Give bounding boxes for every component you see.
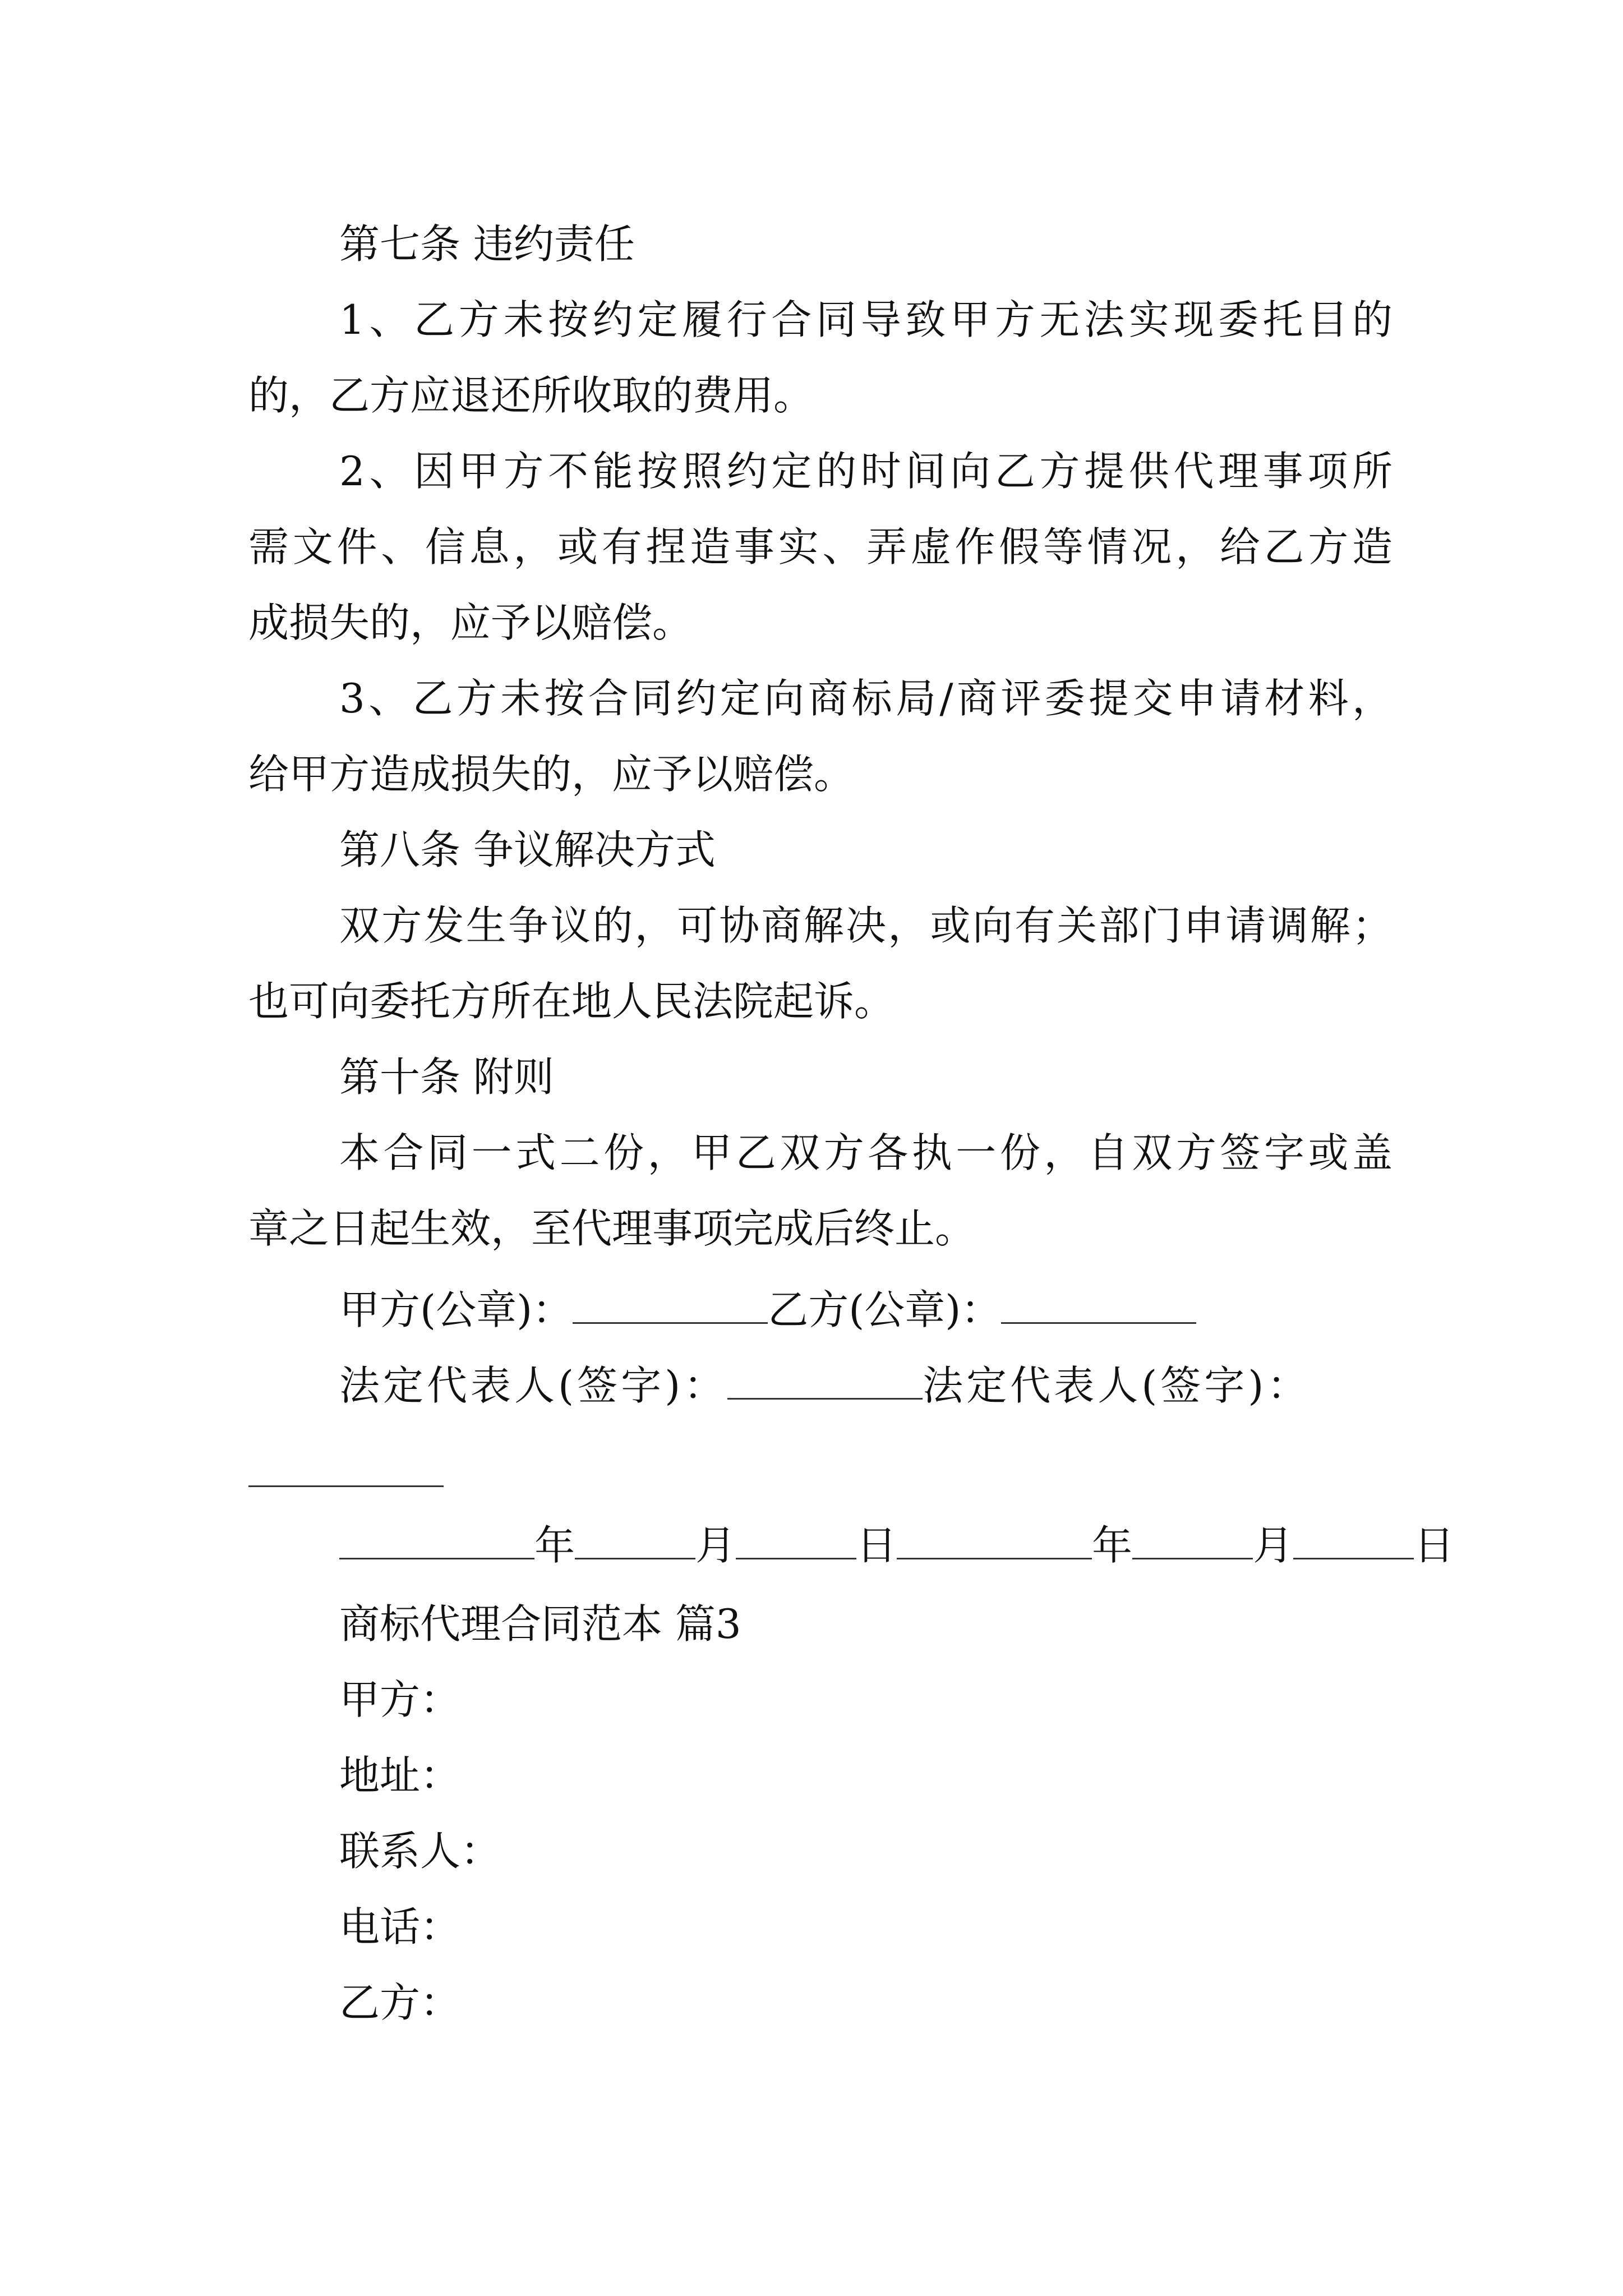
legal-rep-a-blank bbox=[727, 1365, 923, 1400]
year-a-label: 年 bbox=[534, 1522, 575, 1569]
contact-field-label: 联系人： bbox=[339, 1828, 501, 1875]
phone-field-label: 电话： bbox=[339, 1903, 461, 1950]
party-b-seal-blank bbox=[1001, 1290, 1196, 1324]
section-3-title: 商标代理合同范本 篇3 bbox=[339, 1600, 741, 1648]
year-b-label: 年 bbox=[1092, 1522, 1133, 1569]
year-b-blank bbox=[897, 1525, 1092, 1559]
day-b-label: 日 bbox=[1414, 1522, 1455, 1569]
month-a-blank bbox=[575, 1525, 695, 1559]
article-7-clause-2-line-1: 2、因甲方不能按照约定的时间向乙方提供代理事项所 bbox=[339, 448, 1393, 495]
article-8-body-line-2: 也可向委托方所在地人民法院起诉。 bbox=[248, 978, 895, 1025]
legal-rep-a-label: 法定代表人(签字)： bbox=[339, 1362, 728, 1409]
day-a-blank bbox=[736, 1525, 856, 1559]
article-10-body-line-1: 本合同一式二份，甲乙双方各执一份，自双方签字或盖 bbox=[339, 1129, 1393, 1176]
article-7-clause-2-line-3: 成损失的，应予以赔偿。 bbox=[248, 599, 693, 646]
article-7-heading: 第七条 违约责任 bbox=[339, 220, 635, 268]
legal-rep-b-label: 法定代表人(签字)： bbox=[923, 1362, 1311, 1409]
party-a-seal-blank bbox=[573, 1290, 768, 1324]
article-7-clause-2-line-2: 需文件、信息，或有捏造事实、弄虚作假等情况，给乙方造 bbox=[248, 523, 1393, 570]
legal-rep-row bbox=[339, 1358, 1311, 1414]
year-a-blank bbox=[339, 1525, 534, 1559]
article-8-body-line-1: 双方发生争议的，可协商解决，或向有关部门申请调解； bbox=[339, 902, 1393, 949]
month-a-label: 月 bbox=[695, 1522, 736, 1569]
article-7-clause-3-line-1: 3、乙方未按合同约定向商标局/商评委提交申请材料， bbox=[339, 675, 1393, 722]
address-field-label: 地址： bbox=[339, 1752, 461, 1799]
party-a-field-label: 甲方： bbox=[339, 1676, 461, 1723]
article-7-clause-1-line-2: 的，乙方应退还所收取的费用。 bbox=[248, 372, 814, 419]
day-a-label: 日 bbox=[856, 1522, 897, 1569]
month-b-label: 月 bbox=[1253, 1522, 1294, 1569]
article-10-heading: 第十条 附则 bbox=[339, 1053, 554, 1101]
seal-row bbox=[339, 1282, 1196, 1338]
month-b-blank bbox=[1132, 1525, 1253, 1559]
article-7-clause-1-line-1: 1、乙方未按约定履行合同导致甲方无法实现委托目的 bbox=[339, 296, 1393, 343]
date-row bbox=[339, 1517, 1454, 1573]
article-10-body-line-2: 章之日起生效，至代理事项完成后终止。 bbox=[248, 1205, 976, 1252]
party-b-field-label: 乙方： bbox=[339, 1979, 461, 2026]
party-a-seal-label: 甲方(公章)： bbox=[339, 1286, 573, 1333]
day-b-blank bbox=[1293, 1525, 1414, 1559]
legal-rep-b-blank bbox=[248, 1484, 444, 1487]
article-7-clause-3-line-2: 给甲方造成损失的，应予以赔偿。 bbox=[248, 751, 855, 798]
article-8-heading: 第八条 争议解决方式 bbox=[339, 826, 716, 873]
party-b-seal-label: 乙方(公章)： bbox=[768, 1286, 1002, 1333]
